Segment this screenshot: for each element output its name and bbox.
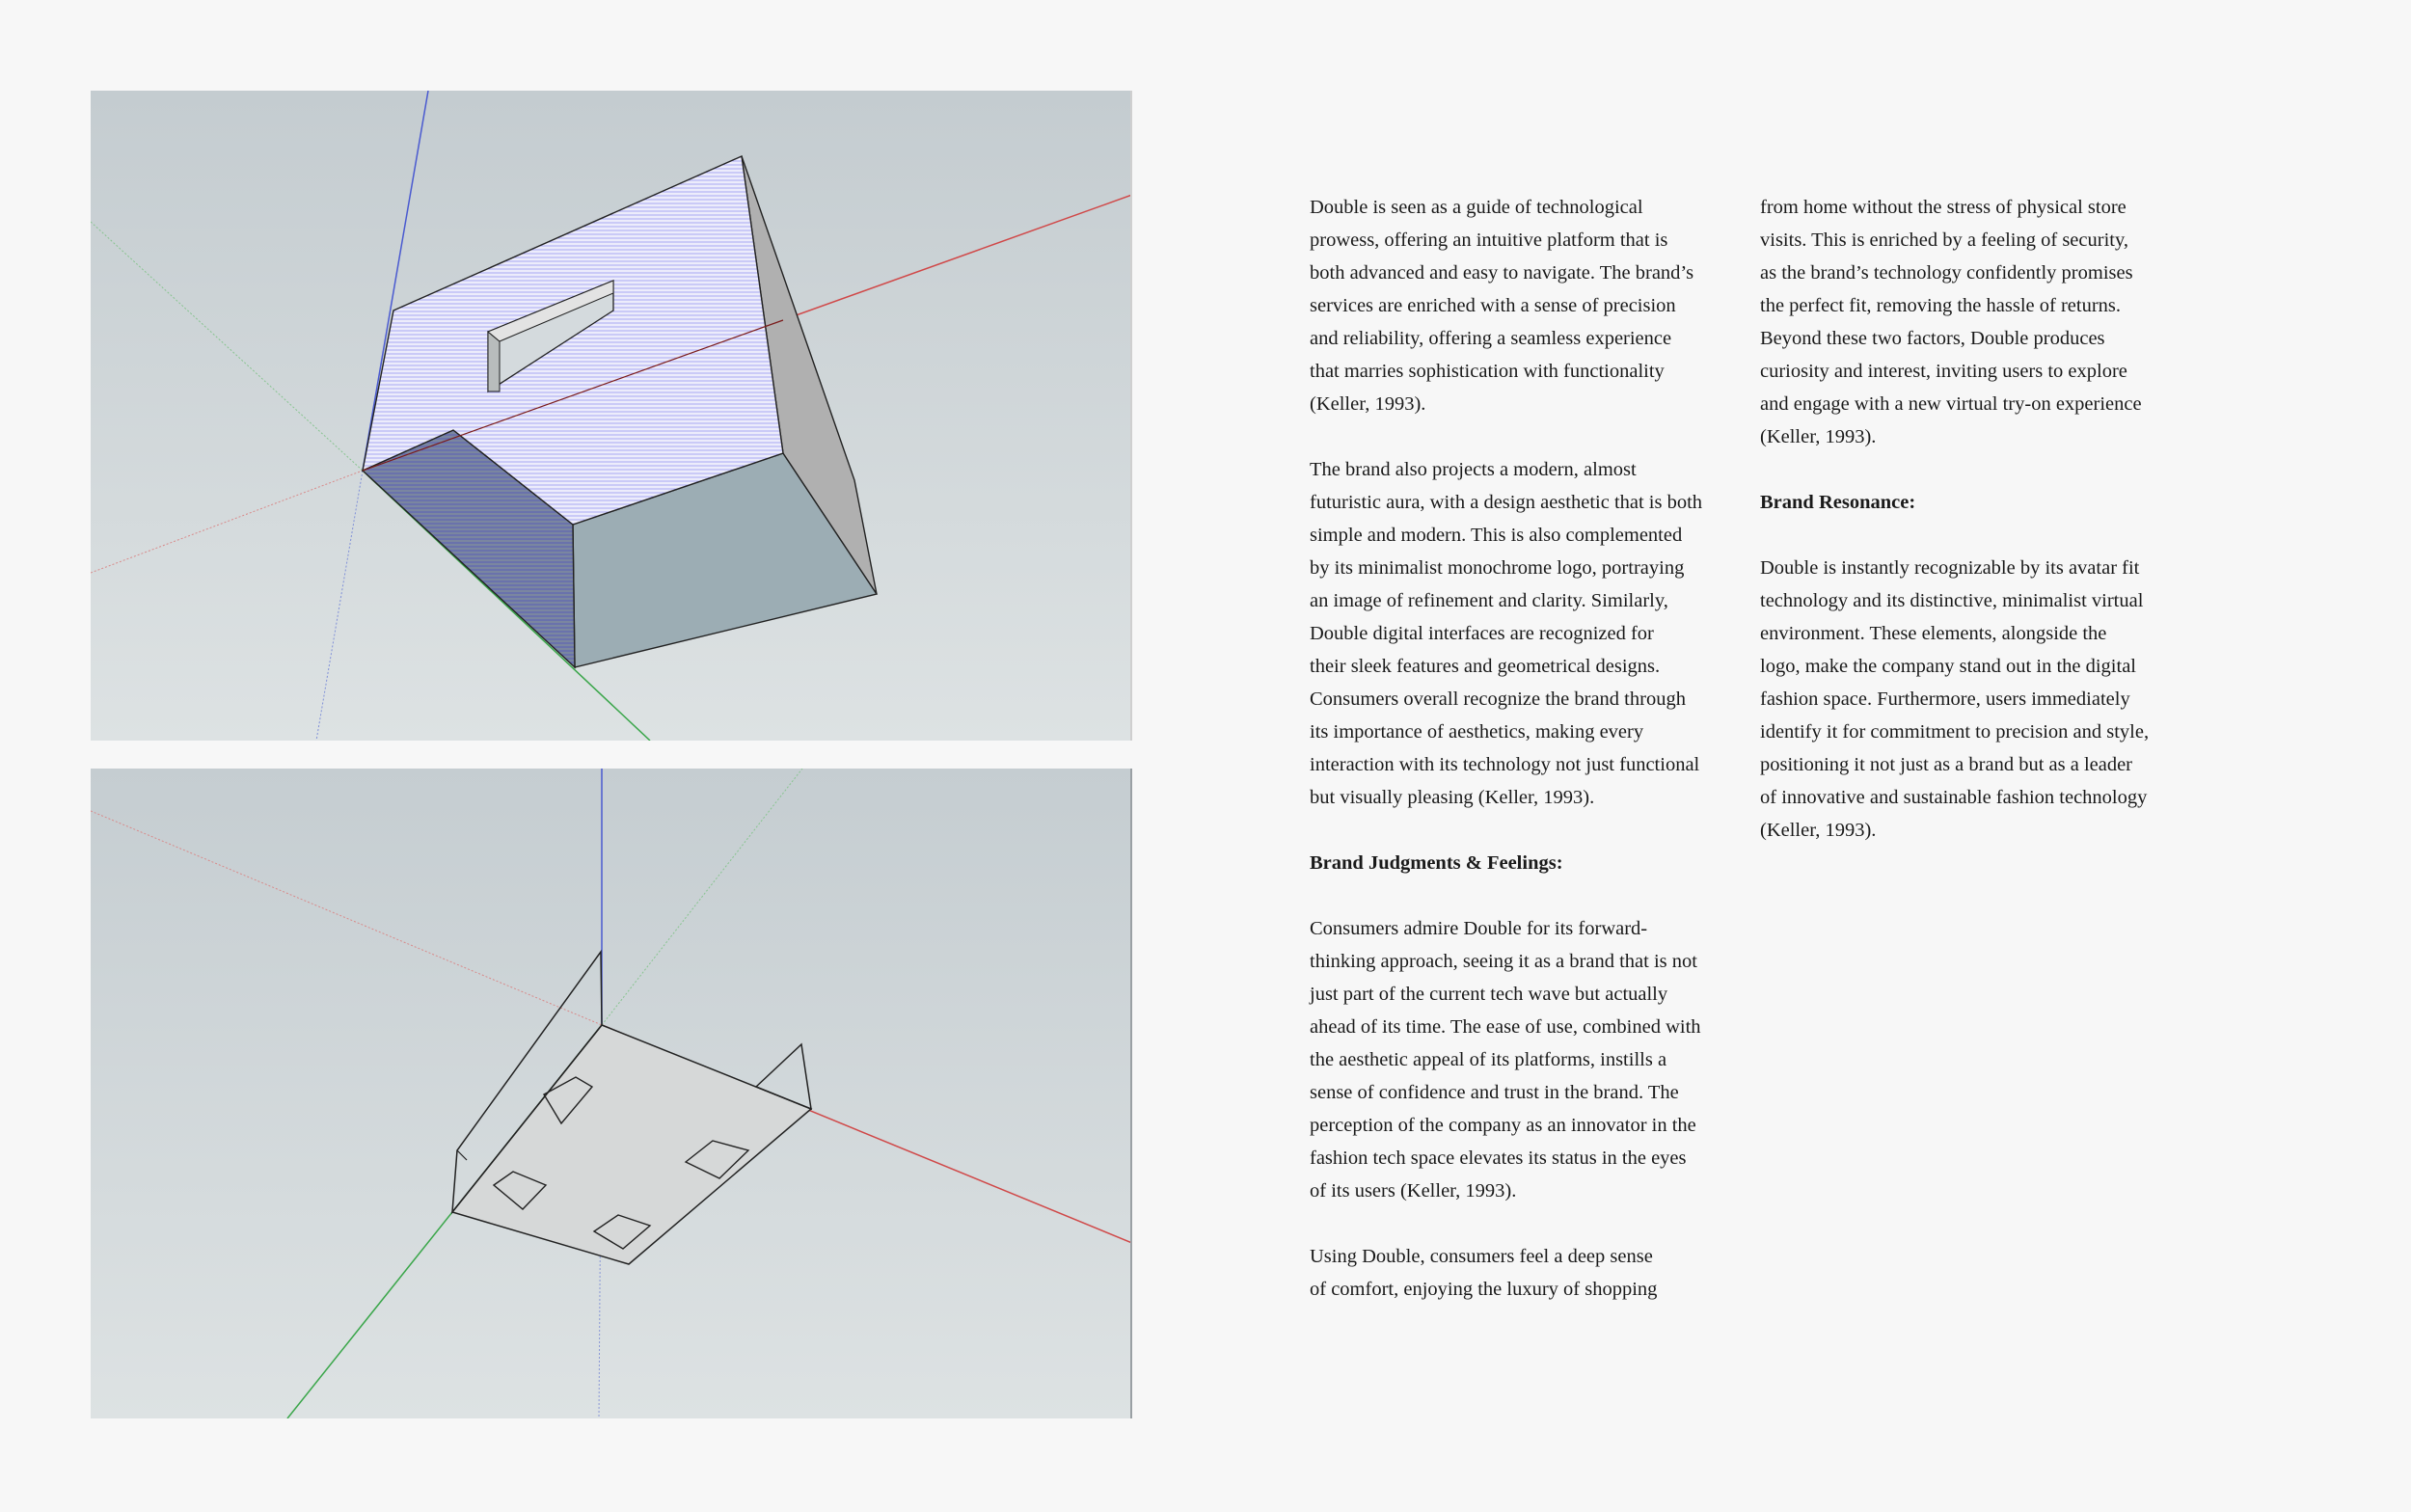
text-line: fashion space. Furthermore, users immediately	[1760, 688, 2130, 710]
text-line: identify it for commitment to precision and style,	[1760, 721, 2150, 742]
text-line: (Keller, 1993).	[1310, 393, 1426, 415]
paragraph-brand-feelings	[1310, 1240, 1734, 1306]
text-line: Beyond these two factors, Double produces	[1760, 328, 2105, 349]
text-line: simple and modern. This is also complemented	[1310, 525, 1683, 546]
text-line: the aesthetic appeal of its platforms, instills a	[1310, 1049, 1667, 1070]
text-line: but visually pleasing (Keller, 1993).	[1310, 787, 1595, 808]
text-line: as the brand’s technology confidently promises	[1760, 262, 2133, 284]
text-line: of its users (Keller, 1993).	[1310, 1180, 1517, 1202]
text-line: prowess, offering an intuitive platform that is	[1310, 230, 1668, 251]
text-line: from home without the stress of physical store	[1760, 197, 2127, 218]
tray-model-drawing	[91, 769, 1132, 1418]
heading-brand-resonance: Brand Resonance:	[1760, 492, 1916, 513]
text-line: fashion tech space elevates its status in the eyes	[1310, 1148, 1687, 1169]
text-line: sense of confidence and trust in the brand. The	[1310, 1082, 1679, 1103]
text-line: Double digital interfaces are recognized for	[1310, 623, 1654, 644]
text-line: ahead of its time. The ease of use, combined with	[1310, 1016, 1701, 1038]
text-line: futuristic aura, with a design aesthetic that is both	[1310, 492, 1703, 513]
text-line: curiosity and interest, inviting users to explore	[1760, 361, 2127, 382]
text-line: technology and its distinctive, minimalist virtual	[1760, 590, 2144, 611]
text-line: thinking approach, seeing it as a brand that is not	[1310, 951, 1697, 972]
text-line: Double is instantly recognizable by its avatar fit	[1760, 557, 2140, 579]
text-line: (Keller, 1993).	[1760, 820, 1877, 841]
paragraph-brand-imagery	[1310, 453, 1734, 814]
text-line: Using Double, consumers feel a deep sense	[1310, 1246, 1653, 1267]
text-line: environment. These elements, alongside the	[1760, 623, 2107, 644]
text-line: just part of the current tech wave but actually	[1310, 984, 1668, 1005]
box-slot-wall	[488, 332, 500, 392]
text-line: by its minimalist monochrome logo, portraying	[1310, 557, 1685, 579]
paragraph-brand-feelings-continued	[1760, 191, 2184, 453]
text-line: that marries sophistication with functionality	[1310, 361, 1665, 382]
text-line: of innovative and sustainable fashion technology	[1760, 787, 2148, 808]
paragraph-brand-judgments	[1310, 912, 1734, 1207]
text-line: services are enriched with a sense of precision	[1310, 295, 1676, 316]
article-column-right	[1760, 191, 2184, 879]
paragraph-brand-resonance	[1760, 552, 2184, 847]
paragraph-brand-performance	[1310, 191, 1734, 420]
model-viewport-box[interactable]	[91, 91, 1132, 741]
box-model-drawing	[91, 91, 1132, 741]
text-line: perception of the company as an innovator in the	[1310, 1115, 1696, 1136]
text-line: Double is seen as a guide of technological	[1310, 197, 1643, 218]
text-line: and reliability, offering a seamless experience	[1310, 328, 1672, 349]
text-line: Consumers overall recognize the brand through	[1310, 688, 1686, 710]
text-line: The brand also projects a modern, almost	[1310, 459, 1637, 480]
text-line: visits. This is enriched by a feeling of security,	[1760, 230, 2129, 251]
text-line: its importance of aesthetics, making every	[1310, 721, 1644, 742]
text-line: and engage with a new virtual try-on experience	[1760, 393, 2142, 415]
text-line: of comfort, enjoying the luxury of shopping	[1310, 1279, 1658, 1300]
text-line: logo, make the company stand out in the digital	[1760, 656, 2136, 677]
heading-brand-judgments: Brand Judgments & Feelings:	[1310, 852, 1563, 874]
text-line: both advanced and easy to navigate. The brand’s	[1310, 262, 1694, 284]
text-line: their sleek features and geometrical designs.	[1310, 656, 1661, 677]
text-line: the perfect fit, removing the hassle of returns.	[1760, 295, 2121, 316]
text-line: positioning it not just as a brand but as a leader	[1760, 754, 2133, 775]
text-line: interaction with its technology not just functional	[1310, 754, 1700, 775]
article-column-left	[1310, 191, 1734, 1338]
text-line: (Keller, 1993).	[1760, 426, 1877, 447]
model-viewport-tray[interactable]	[91, 769, 1132, 1418]
text-line: an image of refinement and clarity. Similarly,	[1310, 590, 1668, 611]
text-line: Consumers admire Double for its forward-	[1310, 918, 1648, 939]
